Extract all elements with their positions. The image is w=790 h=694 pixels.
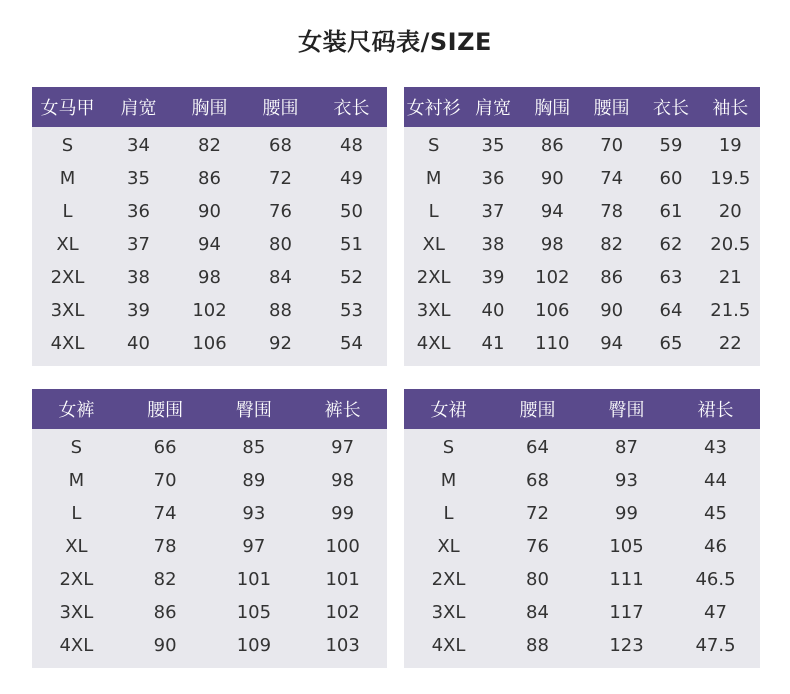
measurement-cell: 82 [153,569,177,590]
measurement-cell: 47 [704,602,727,623]
measurement-cell: 94 [600,333,624,354]
measurement-cell: 99 [615,503,638,524]
measurement-cell: 101 [325,569,360,590]
size-label-cell: 2XL [431,569,466,590]
measurement-cell: 78 [153,536,177,557]
measurement-cell: 86 [153,602,177,623]
measurement-cell: 66 [153,437,177,458]
table-bottom-padding [404,360,760,366]
measurement-cell: 62 [659,234,683,255]
measurement-cell: 88 [269,300,292,321]
measurement-cell: 64 [659,300,683,321]
size-label-cell: 4XL [416,333,451,354]
table-row [32,464,387,497]
measurement-header: 裤长 [298,389,387,429]
measurement-header: 肩宽 [103,87,174,127]
measurement-cell: 88 [526,635,549,656]
measurement-cell: 64 [526,437,549,458]
measurement-cell: 85 [242,437,266,458]
table-row [32,563,387,596]
measurement-cell: 90 [198,201,221,222]
table-row [32,327,387,360]
measurement-cell: 86 [198,168,221,189]
measurement-cell: 72 [269,168,292,189]
measurement-cell: 50 [340,201,363,222]
size-label-cell: M [440,470,457,491]
measurement-cell: 97 [242,536,266,557]
measurement-cell: 93 [242,503,266,524]
table-header-row [32,389,387,429]
measurement-header: 肩宽 [463,87,522,127]
measurement-cell: 94 [540,201,564,222]
measurement-header: 衣长 [641,87,700,127]
size-label-cell: 4XL [431,635,466,656]
size-label-cell: L [62,201,73,222]
measurement-cell: 106 [192,333,227,354]
measurement-cell: 78 [600,201,624,222]
measurement-cell: 70 [153,470,177,491]
measurement-cell: 52 [340,267,363,288]
measurement-cell: 53 [340,300,363,321]
measurement-cell: 70 [600,135,624,156]
measurement-cell: 102 [325,602,360,623]
pants-size-table [32,389,387,668]
size-label-cell: 4XL [59,635,94,656]
category-header: 女衬衫 [404,87,463,127]
table-row [404,162,760,195]
size-label-cell: S [427,135,440,156]
measurement-cell: 110 [535,333,570,354]
category-header: 女裙 [404,389,493,429]
measurement-cell: 82 [198,135,221,156]
measurement-cell: 63 [659,267,683,288]
measurement-cell: 51 [340,234,363,255]
measurement-cell: 54 [340,333,363,354]
measurement-cell: 21.5 [710,300,751,321]
measurement-cell: 98 [540,234,564,255]
measurement-cell: 86 [540,135,564,156]
table-row [404,429,760,464]
measurement-header: 衣长 [316,87,387,127]
measurement-cell: 35 [127,168,150,189]
size-label-cell: L [71,503,82,524]
size-label-cell: L [443,503,454,524]
table-row [404,228,760,261]
table-row [32,162,387,195]
size-label-cell: XL [422,234,445,255]
measurement-cell: 117 [609,602,644,623]
measurement-cell: 100 [325,536,360,557]
measurement-cell: 20.5 [710,234,751,255]
table-row [404,294,760,327]
size-label-cell: S [442,437,455,458]
measurement-cell: 39 [481,267,505,288]
measurement-cell: 92 [269,333,292,354]
table-header-row [404,389,760,429]
padding-cell [32,662,387,668]
shirt-size-table [404,87,760,366]
table-row [404,563,760,596]
measurement-cell: 43 [704,437,727,458]
category-header: 女马甲 [32,87,103,127]
table-row [32,294,387,327]
measurement-cell: 46.5 [695,569,736,590]
measurement-cell: 87 [615,437,638,458]
measurement-cell: 61 [659,201,683,222]
measurement-cell: 106 [535,300,570,321]
size-label-cell: 3XL [416,300,451,321]
measurement-cell: 36 [481,168,505,189]
table-bottom-padding [32,662,387,668]
measurement-cell: 99 [331,503,355,524]
measurement-cell: 105 [236,602,272,623]
measurement-cell: 34 [127,135,150,156]
measurement-cell: 22 [718,333,742,354]
table-row [404,261,760,294]
measurement-cell: 19 [718,135,742,156]
size-label-cell: XL [437,536,460,557]
measurement-cell: 45 [704,503,727,524]
measurement-cell: 47.5 [695,635,736,656]
size-label-cell: 3XL [431,602,466,623]
measurement-cell: 20 [718,201,742,222]
table-row [404,596,760,629]
table-row [404,497,760,530]
table-row [404,127,760,162]
measurement-cell: 46 [704,536,727,557]
table-row [32,629,387,662]
table-row [32,228,387,261]
table-row [32,429,387,464]
padding-cell [404,360,760,366]
measurement-cell: 84 [526,602,549,623]
measurement-cell: 102 [192,300,227,321]
measurement-header: 臀围 [582,389,671,429]
table-row [404,195,760,228]
size-label-cell: 2XL [59,569,94,590]
measurement-cell: 101 [236,569,272,590]
measurement-header: 袖长 [701,87,760,127]
measurement-header: 裙长 [671,389,760,429]
table-header-row [404,87,760,127]
table-bottom-padding [32,360,387,366]
table-row [32,261,387,294]
measurement-cell: 86 [600,267,624,288]
padding-cell [404,662,760,668]
table-row [404,327,760,360]
table-row [404,464,760,497]
measurement-cell: 44 [704,470,727,491]
table-row [32,497,387,530]
measurement-cell: 35 [481,135,505,156]
page-title: 女装尺码表/SIZE [298,28,492,56]
measurement-header: 胸围 [174,87,245,127]
measurement-header: 臀围 [210,389,299,429]
measurement-header: 腰围 [582,87,641,127]
measurement-cell: 76 [526,536,549,557]
size-label-cell: 2XL [50,267,85,288]
size-label-cell: 3XL [50,300,85,321]
measurement-header: 腰围 [493,389,582,429]
measurement-cell: 38 [127,267,150,288]
measurement-cell: 98 [331,470,355,491]
measurement-cell: 60 [659,168,683,189]
measurement-cell: 36 [127,201,150,222]
size-label-cell: S [61,135,74,156]
measurement-cell: 80 [269,234,292,255]
measurement-cell: 80 [526,569,549,590]
table-row [32,195,387,228]
measurement-cell: 74 [600,168,624,189]
measurement-cell: 41 [481,333,505,354]
measurement-cell: 39 [127,300,150,321]
measurement-cell: 98 [198,267,221,288]
measurement-cell: 40 [127,333,150,354]
size-label-cell: M [425,168,442,189]
measurement-cell: 74 [153,503,177,524]
size-label-cell: S [70,437,83,458]
size-label-cell: 4XL [50,333,85,354]
measurement-cell: 89 [242,470,266,491]
measurement-cell: 48 [340,135,363,156]
measurement-cell: 90 [600,300,624,321]
measurement-cell: 68 [526,470,549,491]
table-header-row [32,87,387,127]
measurement-cell: 72 [526,503,549,524]
size-label-cell: M [59,168,76,189]
measurement-header: 腰围 [245,87,316,127]
measurement-cell: 94 [198,234,221,255]
measurement-cell: 102 [535,267,570,288]
table-row [32,530,387,563]
table-row [404,629,760,662]
measurement-header: 胸围 [523,87,582,127]
size-label-cell: XL [65,536,88,557]
measurement-cell: 38 [481,234,505,255]
table-row [32,596,387,629]
measurement-cell: 59 [659,135,683,156]
size-label-cell: M [68,470,85,491]
size-label-cell: XL [56,234,79,255]
size-label-cell: 3XL [59,602,94,623]
measurement-cell: 21 [718,267,742,288]
measurement-cell: 97 [331,437,355,458]
measurement-cell: 37 [481,201,505,222]
measurement-cell: 76 [269,201,292,222]
measurement-cell: 109 [236,635,272,656]
table-bottom-padding [404,662,760,668]
padding-cell [32,360,387,366]
skirt-size-table [404,389,760,668]
size-label-cell: 2XL [416,267,451,288]
measurement-cell: 37 [127,234,150,255]
measurement-cell: 82 [600,234,624,255]
measurement-cell: 123 [609,635,644,656]
measurement-cell: 49 [340,168,363,189]
measurement-cell: 68 [269,135,292,156]
table-row [32,127,387,162]
measurement-cell: 111 [609,569,644,590]
measurement-cell: 103 [325,635,360,656]
measurement-cell: 19.5 [710,168,751,189]
measurement-cell: 105 [609,536,644,557]
category-header: 女裤 [32,389,121,429]
measurement-cell: 65 [659,333,683,354]
size-label-cell: L [428,201,439,222]
measurement-header: 腰围 [121,389,210,429]
measurement-cell: 90 [153,635,177,656]
measurement-cell: 93 [615,470,638,491]
vest-size-table [32,87,387,366]
measurement-cell: 90 [540,168,564,189]
measurement-cell: 40 [481,300,505,321]
measurement-cell: 84 [269,267,292,288]
table-row [404,530,760,563]
